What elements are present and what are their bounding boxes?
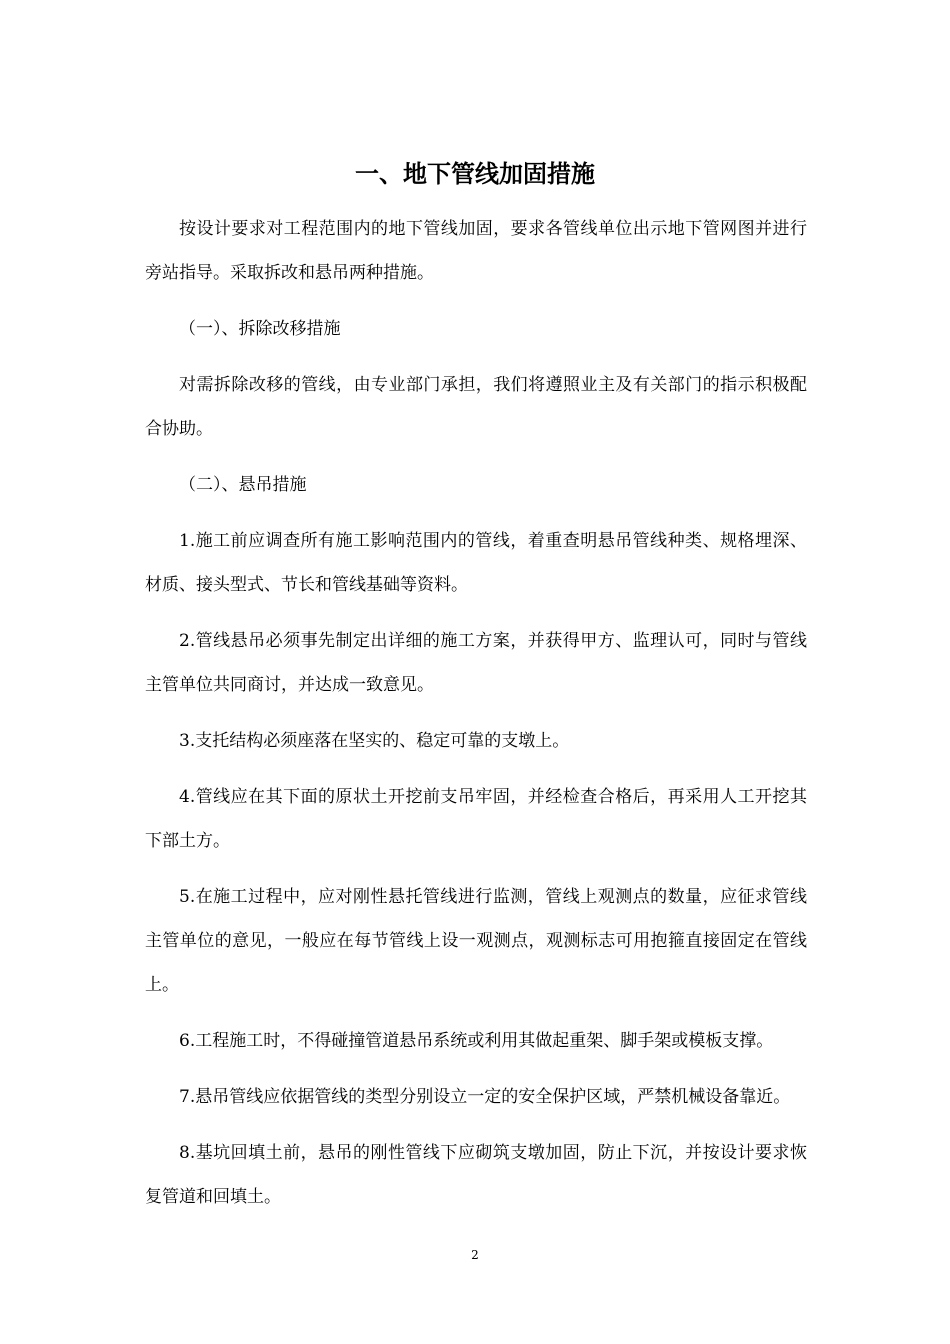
- paragraph-intro: 按设计要求对工程范围内的地下管线加固，要求各管线单位出示地下管网图并进行旁站指导。采取拆改和悬吊两种措施。: [145, 219, 807, 283]
- list-item-6: 6.工程施工时，不得碰撞管道悬吊系统或利用其做起重架、脚手架或模板支撑。: [179, 1031, 774, 1051]
- list-item-4: 4.管线应在其下面的原状土开挖前支吊牢固，并经检查合格后，再采用人工开挖其下部土方。: [145, 787, 807, 851]
- list-item-3: 3.支托结构必须座落在坚实的、稳定可靠的支墩上。: [179, 731, 570, 751]
- section-heading-removal: （一）、拆除改移措施: [179, 319, 341, 339]
- list-item-8: 8.基坑回填土前，悬吊的刚性管线下应砌筑支墩加固，防止下沉，并按设计要求恢复管道和回填土。: [145, 1143, 807, 1207]
- section-heading-suspension: （二）、悬吊措施: [179, 475, 307, 495]
- page-title: 一、地下管线加固措施: [355, 160, 595, 188]
- list-item-7: 7.悬吊管线应依据管线的类型分别设立一定的安全保护区域，严禁机械设备靠近。: [179, 1087, 791, 1107]
- page-number: 2: [471, 1248, 479, 1262]
- paragraph-removal: 对需拆除改移的管线，由专业部门承担，我们将遵照业主及有关部门的指示积极配合协助。: [145, 375, 807, 439]
- document-body: [145, 207, 807, 1231]
- list-item-1: 1.施工前应调查所有施工影响范围内的管线，着重查明悬吊管线种类、规格埋深、材质、接头型式、节长和管线基础等资料。: [145, 531, 807, 595]
- list-item-2: 2.管线悬吊必须事先制定出详细的施工方案，并获得甲方、监理认可，同时与管线主管单位共同商讨，并达成一致意见。: [145, 631, 807, 695]
- list-item-5: 5.在施工过程中，应对刚性悬托管线进行监测，管线上观测点的数量，应征求管线主管单位的意见，一般应在每节管线上设一观测点，观测标志可用抱箍直接固定在管线上。: [145, 887, 807, 995]
